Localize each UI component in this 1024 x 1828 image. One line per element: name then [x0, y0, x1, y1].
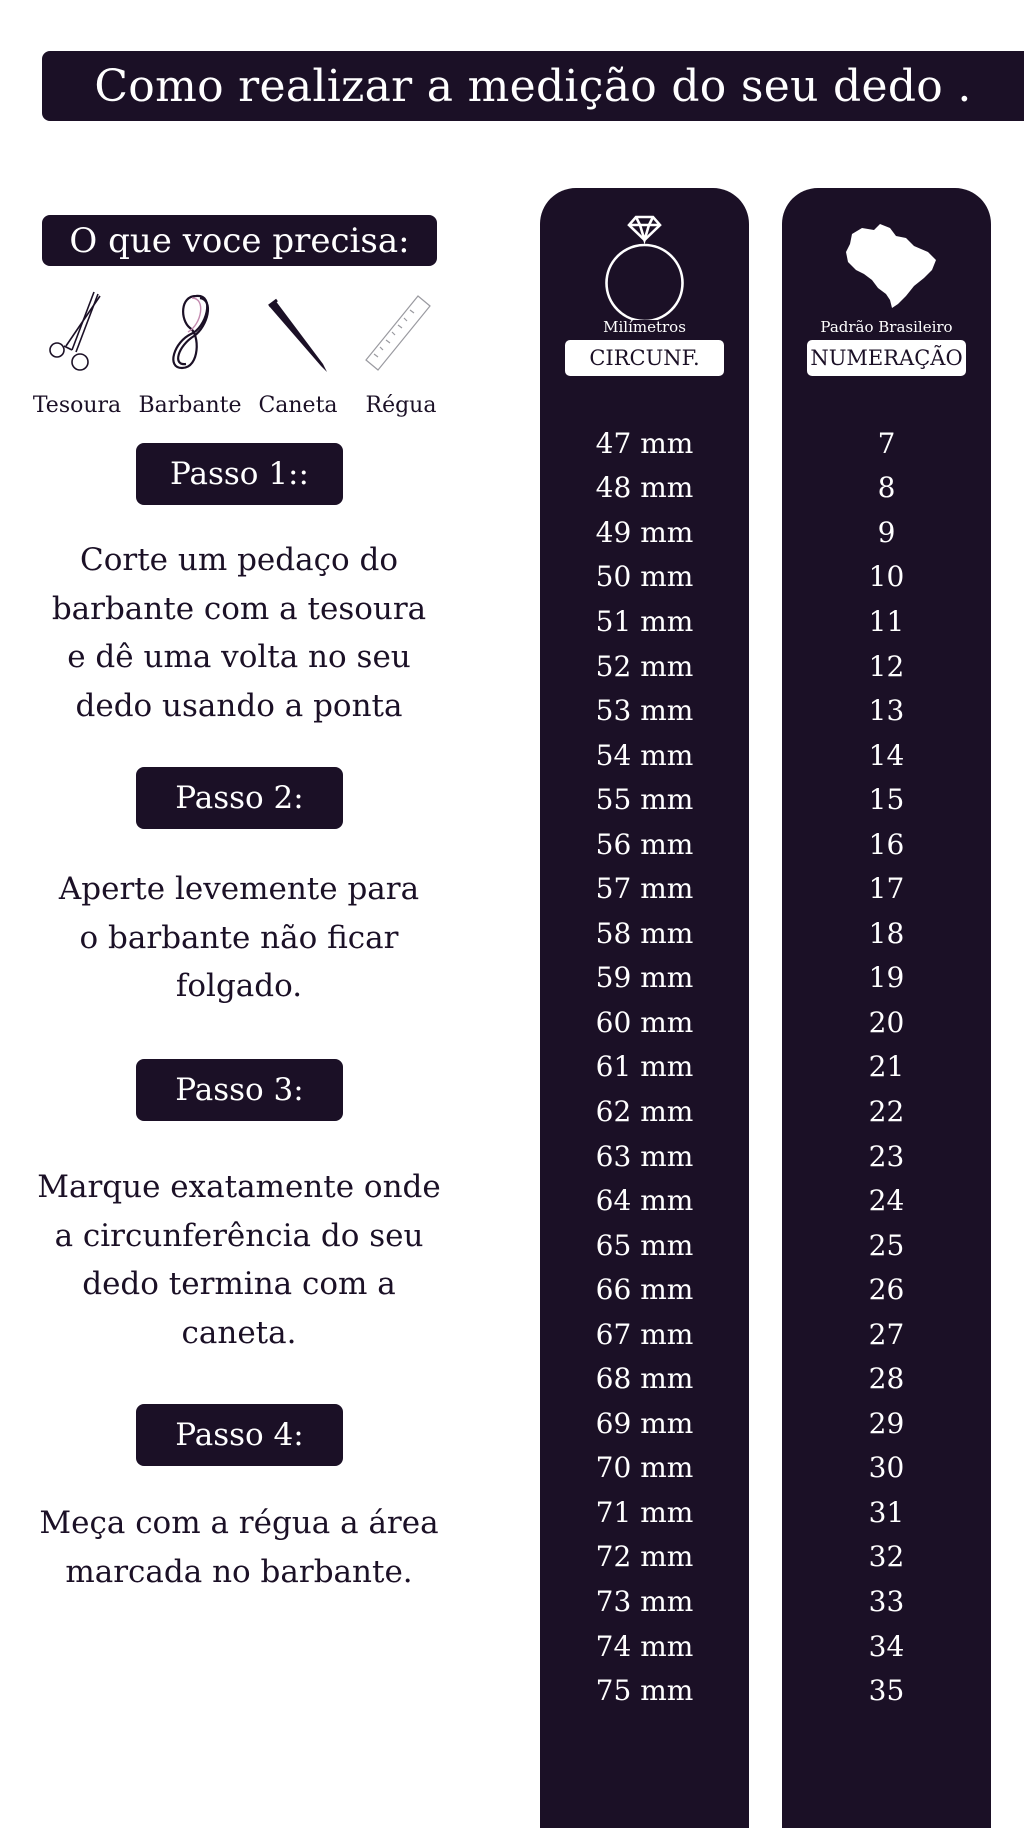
needs-heading: O que voce precisa:	[42, 215, 437, 266]
step-text-line: e dê uma volta no seu	[67, 639, 411, 675]
size-value: 30	[868, 1451, 905, 1485]
size-value: 23	[868, 1139, 905, 1173]
size-value: 7	[877, 426, 896, 460]
circumference-value: 63 mm	[595, 1139, 694, 1173]
step-2-text	[30, 865, 448, 1011]
tool-label-barbante: Barbante	[138, 393, 242, 418]
size-value: 13	[868, 694, 905, 728]
size-value: 25	[868, 1228, 905, 1262]
brazilian-standard-caption: Padrão Brasileiro	[820, 318, 953, 336]
size-value: 35	[868, 1674, 905, 1708]
size-value: 19	[868, 961, 905, 995]
step-4-text	[30, 1499, 448, 1596]
pen-icon	[263, 288, 333, 378]
circumference-value: 62 mm	[595, 1094, 694, 1128]
circumference-value: 58 mm	[595, 916, 694, 950]
step-3-text	[30, 1163, 448, 1357]
size-value: 28	[868, 1362, 905, 1396]
size-value: 27	[868, 1317, 905, 1351]
step-text-line: Marque exatamente onde	[37, 1169, 441, 1205]
size-value: 20	[868, 1005, 905, 1039]
circumference-value: 73 mm	[595, 1584, 694, 1618]
size-value: 21	[868, 1050, 905, 1084]
size-value: 34	[868, 1629, 905, 1663]
step-text-line: Corte um pedaço do	[80, 542, 398, 578]
circumference-value: 67 mm	[595, 1317, 694, 1351]
circumference-value: 69 mm	[595, 1406, 694, 1440]
step-text-line: o barbante não ficar	[79, 919, 399, 956]
circumference-value: 48 mm	[595, 471, 694, 505]
circumference-value: 64 mm	[595, 1184, 694, 1218]
size-number-header: NUMERAÇÃO	[807, 340, 966, 376]
string-icon	[156, 288, 226, 378]
circumference-value: 55 mm	[595, 783, 694, 817]
circumference-value: 75 mm	[595, 1674, 694, 1708]
circumference-list	[540, 421, 749, 1713]
size-list	[782, 421, 991, 1713]
size-value: 14	[868, 738, 905, 772]
tool-label-tesoura: Tesoura	[32, 393, 122, 418]
step-text-line: dedo usando a ponta	[75, 687, 403, 724]
circumference-value: 52 mm	[595, 649, 694, 683]
circumference-value: 60 mm	[595, 1005, 694, 1039]
size-value: 29	[868, 1406, 905, 1440]
circumference-value: 65 mm	[595, 1228, 694, 1262]
circumference-value: 61 mm	[595, 1050, 694, 1084]
step-text-line: barbante com a tesoura	[51, 590, 427, 627]
size-value: 31	[868, 1495, 905, 1529]
step-3-label: Passo 3:	[136, 1059, 343, 1121]
ruler-icon	[364, 288, 434, 378]
circumference-value: 49 mm	[595, 515, 694, 549]
size-value: 11	[868, 604, 905, 638]
size-value: 24	[868, 1184, 905, 1218]
circumference-value: 72 mm	[595, 1540, 694, 1574]
size-value: 26	[868, 1273, 905, 1307]
size-value: 16	[868, 827, 905, 861]
circumference-value: 66 mm	[595, 1273, 694, 1307]
circumference-value: 56 mm	[595, 827, 694, 861]
circumference-header: CIRCUNF.	[565, 340, 724, 376]
step-text-line: Aperte levemente para	[58, 871, 420, 907]
step-text-line: dedo termina com a	[82, 1266, 396, 1302]
circumference-column	[540, 188, 749, 1828]
size-value: 15	[868, 783, 905, 817]
circumference-value: 68 mm	[595, 1362, 694, 1396]
size-value: 10	[868, 560, 905, 594]
size-value: 8	[877, 471, 896, 505]
step-text-line: folgado.	[175, 968, 303, 1004]
page-title: Como realizar a medição do seu dedo .	[42, 51, 1024, 121]
circumference-value: 70 mm	[595, 1451, 694, 1485]
circumference-value: 53 mm	[595, 694, 694, 728]
step-4-label: Passo 4:	[136, 1404, 343, 1466]
millimeters-caption: Milímetros	[603, 318, 686, 336]
size-column	[782, 188, 991, 1828]
circumference-value: 47 mm	[595, 426, 694, 460]
size-value: 9	[877, 515, 896, 549]
size-value: 17	[868, 872, 905, 906]
circumference-value: 54 mm	[595, 738, 694, 772]
circumference-value: 51 mm	[595, 604, 694, 638]
size-value: 18	[868, 916, 905, 950]
step-text-line: a circunferência do seu	[54, 1217, 424, 1254]
step-text-line: marcada no barbante.	[65, 1553, 413, 1590]
scissors-icon	[42, 288, 112, 378]
circumference-value: 74 mm	[595, 1629, 694, 1663]
brazil-map-icon	[782, 200, 991, 320]
circumference-value: 57 mm	[595, 872, 694, 906]
step-text-line: caneta.	[181, 1314, 297, 1351]
step-1-label: Passo 1::	[136, 443, 343, 505]
diamond-ring-icon	[540, 200, 749, 320]
step-text-line: Meça com a régua a área	[39, 1505, 439, 1541]
circumference-value: 59 mm	[595, 961, 694, 995]
size-value: 32	[868, 1540, 905, 1574]
tool-label-regua: Régua	[365, 393, 437, 418]
size-value: 33	[868, 1584, 905, 1618]
size-value: 12	[868, 649, 905, 683]
size-value: 22	[868, 1094, 905, 1128]
step-2-label: Passo 2:	[136, 767, 343, 829]
tool-label-caneta: Caneta	[258, 393, 338, 418]
circumference-value: 50 mm	[595, 560, 694, 594]
circumference-value: 71 mm	[595, 1495, 694, 1529]
step-1-text	[30, 536, 448, 730]
